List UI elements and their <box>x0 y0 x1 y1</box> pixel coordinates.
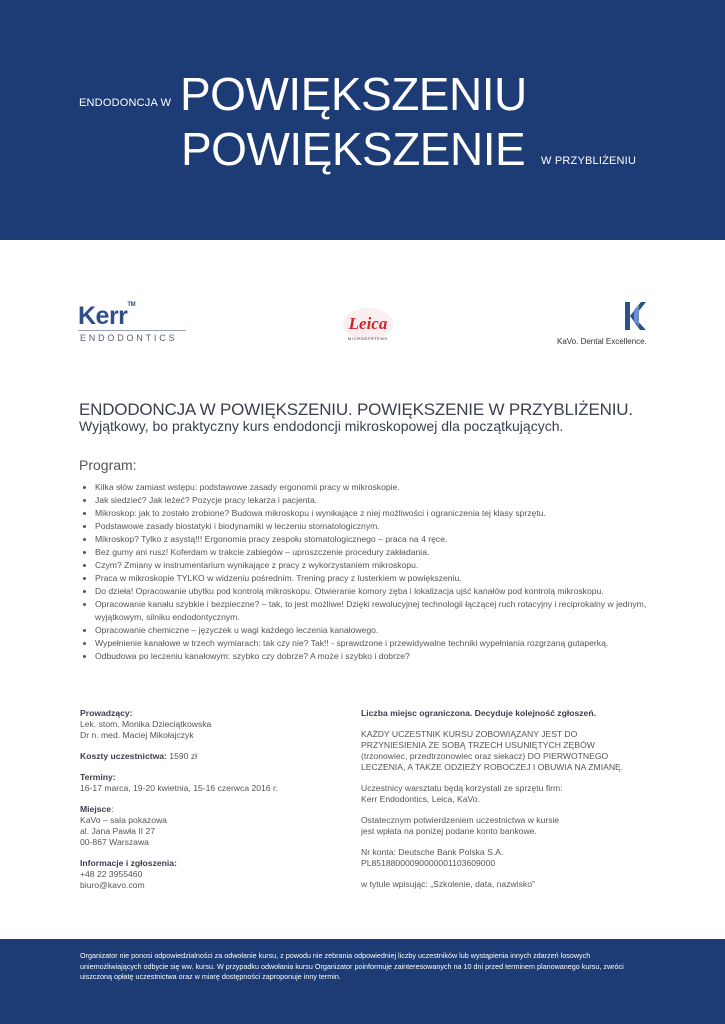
kavo-logo-text: KaVo. Dental Excellence. <box>557 337 647 346</box>
leaders-label: Prowadzący: <box>80 708 133 718</box>
contact-label: Informacje i zgłoszenia: <box>80 858 177 868</box>
list-item: • Opracowanie chemiczne – języczek u wagi każdego leczenia kanałowego. <box>95 624 675 637</box>
transfer-title-note: w tytule wpisując: „Szkolenie, data, nazwisko” <box>361 879 535 889</box>
program-heading: Program: <box>79 457 137 473</box>
leica-logo-sub: MICROSYSTEMS <box>348 336 388 341</box>
limit-notice: Liczba miejsc ograniczona. Decyduje kolejność zgłoszeń. <box>361 708 596 718</box>
dates-label: Terminy: <box>80 772 116 782</box>
place-line: al. Jana Pawła II 27 <box>80 826 156 836</box>
course-title: ENDODONCJA W POWIĘKSZENIU. POWIĘKSZENIE W PRZYBLIŻENIU. <box>79 400 633 419</box>
list-item: • Podstawowe zasady biostatyki i biodynamiki w leczeniu stomatologicznym. <box>95 520 675 533</box>
header-line1: POWIĘKSZENIU <box>180 68 527 120</box>
list-item: • Praca w mikroskopie TYLKO w widzeniu pośrednim. Trening pracy z lusterkiem w powiększeniu. <box>95 572 675 585</box>
list-item: • Jak siedzieć? Jak leżeć? Pozycje pracy lekarza i pacjenta. <box>95 494 675 507</box>
header-line2: POWIĘKSZENIE <box>181 123 526 175</box>
footer-disclaimer: Organizator nie ponosi odpowiedzialności za odwołanie kursu, z powodu nie zebrania odpowiedniej liczby uczestników lub wystąpienia innych zdarzeń losowych uniemożliwiających odbycie się ww. kursu. W przypadku odwołania kursu Organizator poinformuje zainteresowanych na 10 dni przed terminem planowanego kursu, zwróci uiszczoną opłatę uczestnictwa oraz w miarę dostępności zaproponuje inny termin. <box>80 951 624 981</box>
confirmation-line: jest wpłata na poniżej podane konto bankowe. <box>361 826 537 836</box>
list-item: • Odbudowa po leczeniu kanałowym: szybko czy dobrze? A może i szybko i dobrze? <box>95 650 675 663</box>
dates-value: 16-17 marca, 19-20 kwietnia, 15-16 czerwca 2016 r. <box>80 783 278 793</box>
list-item: • Kilka słów zamiast wstępu: podstawowe zasady ergonomii pracy w mikroskopie. <box>95 481 675 494</box>
place-label: Miejsce <box>80 804 112 814</box>
teeth-notice-line: PRZYNIESIENIA ZE SOBĄ TRZECH USUNIĘTYCH ZĘBÓW <box>361 740 595 750</box>
list-item: • Do dzieła! Opracowanie ubytku pod kontrolą mikroskopu. Otwieranie komory zęba i lokalizacja ujść kanałów pod kontrolą mikroskopu. <box>95 585 675 598</box>
place-colon: : <box>111 804 114 814</box>
leader-name: Dr n. med. Maciej Mikołajczyk <box>80 730 194 740</box>
header-pre-small: ENDODONCJA W <box>79 97 172 109</box>
course-notices <box>361 708 651 890</box>
place-line: 00-867 Warszawa <box>80 837 149 847</box>
list-item: • Bez gumy ani rusz! Koferdam w trakcie zabiegów – uproszczenie procedury zakładania. <box>95 546 675 559</box>
kavo-logo-mark <box>621 300 647 332</box>
leica-logo-word: Leica <box>348 314 388 333</box>
header-banner <box>0 0 725 240</box>
contact-phone: +48 22 3955460 <box>80 869 143 879</box>
bank-account-number: PL85188000090000001103609000 <box>361 858 496 868</box>
kerr-divider <box>78 330 186 331</box>
trademark-mark: TM <box>127 302 136 308</box>
place-line: KaVo – sala pokazowa <box>80 815 167 825</box>
list-item: • Mikroskop: jak to zostało zrobione? Budowa mikroskopu i wynikające z niej możliwości i ograniczenia tej klasy sprzętu. <box>95 507 675 520</box>
list-item: • Czym? Zmiany w instrumentarium wynikające z pracy z wykorzystaniem mikroskopu. <box>95 559 675 572</box>
confirmation-line: Ostatecznym potwierdzeniem uczestnictwa w kursie <box>361 815 560 825</box>
leader-name: Lek. stom. Monika Dzieciątkowska <box>80 719 212 729</box>
list-item: • Wypełnienie kanałowe w trzech wymiarach: tak czy nie? Tak!! - sprawdzone i przewidywalne techniki wypełniania rozgrzaną gutaperką. <box>95 637 675 650</box>
equipment-line: Kerr Endodontics, Leica, KaVo. <box>361 794 480 804</box>
course-details <box>80 708 340 891</box>
list-item: • Mikroskop? Tylko z asystą!!! Ergonomia pracy zespołu stomatologicznego – praca na 4 ręce. <box>95 533 675 546</box>
equipment-line: Uczestnicy warsztatu będą korzystali ze sprzętu firm: <box>361 783 563 793</box>
program-list <box>79 481 675 663</box>
kerr-logo-sub: ENDODONTICS <box>80 333 178 343</box>
cost-value: 1590 zł <box>166 751 198 761</box>
teeth-notice-line: KAŻDY UCZESTNIK KURSU ZOBOWIĄZANY JEST DO <box>361 729 578 739</box>
teeth-notice-line: LECZENIA, A TAKŻE ODZIEŻY ROBOCZEJ I OBUWIA NA ZMIANĘ. <box>361 762 624 772</box>
bank-account-line: Nr konta: Deutsche Bank Polska S.A. <box>361 847 504 857</box>
kerr-logo-word: Kerr <box>78 302 128 330</box>
teeth-notice-line: (trzonowiec, przedtrzonowiec oraz siekacz) DO PIERWOTNEGO <box>361 751 609 761</box>
course-subtitle: Wyjątkowy, bo praktyczny kurs endodoncji mikroskopowej dla początkujących. <box>79 418 564 434</box>
place-heading <box>80 804 340 815</box>
cost-label: Koszty uczestnictwa: <box>80 751 167 761</box>
contact-email: biuro@kavo.com <box>80 880 145 890</box>
header-post-small: W PRZYBLIŻENIU <box>541 155 637 167</box>
list-item: • Opracowanie kanału szybkie i bezpieczne? – tak, to jest możliwe! Dzięki rewolucyjnej technologii łączącej ruch rotacyjny i reciprokalny w jednym, wyjątkowym, silniku endodontycznym. <box>95 598 675 624</box>
cost-row <box>80 751 340 762</box>
